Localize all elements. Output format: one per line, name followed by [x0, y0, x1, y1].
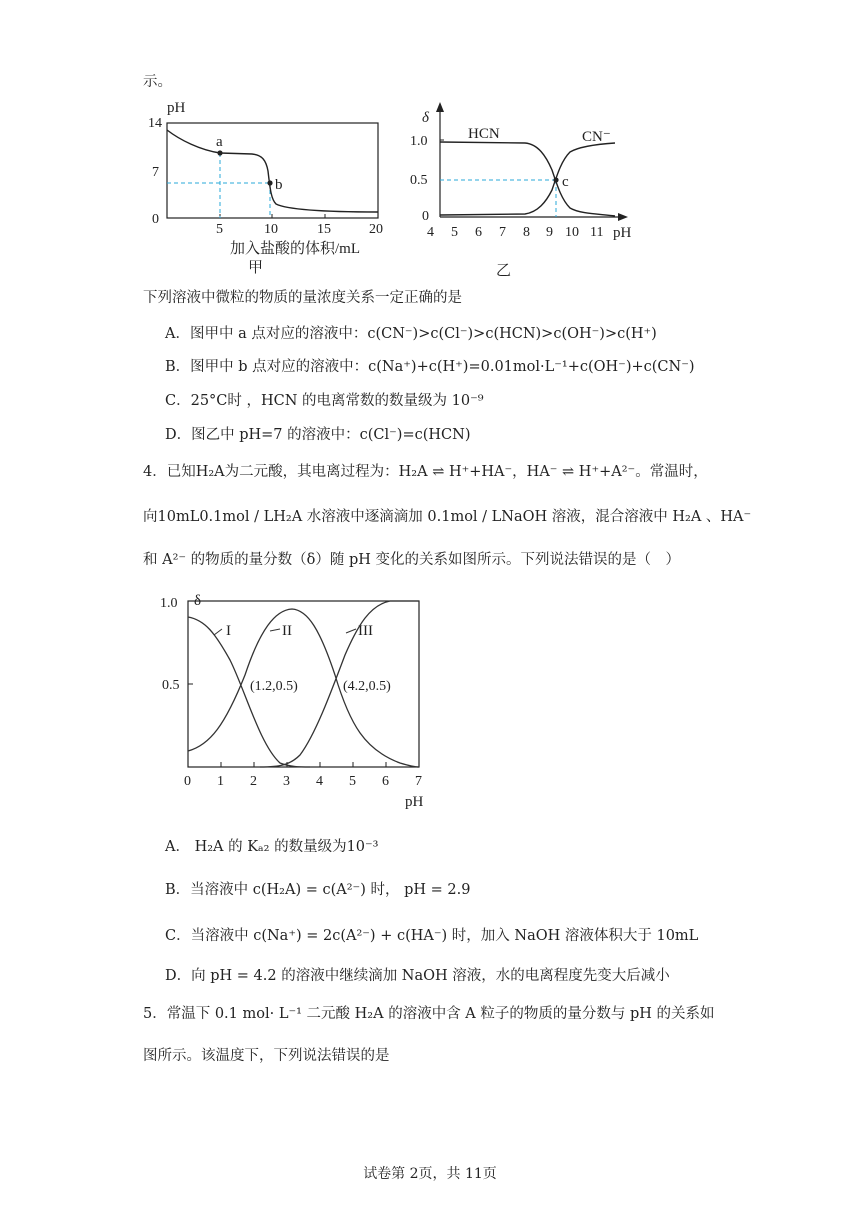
q4-ytick-05: 0.5 — [162, 678, 180, 693]
jia-label-a: a — [216, 134, 223, 150]
yi-xtick: 5 — [451, 225, 458, 240]
jia-point-b — [267, 180, 272, 185]
jia-ylabel: pH — [167, 100, 186, 116]
q4-stem-line1: 4．已知H₂A为二元酸，其电离过程为：H₂A ⇌ H⁺+HA⁻，HA⁻ ⇌ H⁺+A²⁻。常温时， — [143, 464, 708, 480]
yi-label-cn: CN⁻ — [582, 129, 611, 145]
yi-guides — [440, 180, 556, 217]
jia-point-a — [217, 150, 222, 155]
q3-option-a: A．图甲中 a 点对应的溶液中：c(CN⁻)>c(Cl⁻)>c(HCN)>c(OH⁻)>c(H⁺) — [165, 326, 657, 342]
q4-xtick: 1 — [217, 774, 224, 789]
yi-xtick: 11 — [590, 225, 604, 240]
yi-curve-cn — [440, 143, 615, 215]
yi-label-c: c — [562, 174, 569, 190]
q4-xtick: 6 — [382, 774, 389, 789]
yi-ytick-05: 0.5 — [410, 173, 428, 188]
q3-stem: 下列溶液中微粒的物质的量浓度关系一定正确的是 — [143, 290, 462, 306]
yi-xtick: 10 — [565, 225, 579, 240]
q5-stem-line1: 5．常温下 0.1 mol· L⁻¹ 二元酸 H₂A 的溶液中含 A 粒子的物质的量分数与 pH 的关系如 — [143, 1006, 715, 1022]
q4-stem-line3: 和 A²⁻ 的物质的量分数（δ）随 pH 变化的关系如图所示。下列说法错误的是（ ） — [143, 552, 681, 568]
jia-xtick-15: 15 — [317, 222, 331, 237]
q4-ylabel: δ — [194, 593, 202, 609]
q3-option-c: C．25°C时 ，HCN 的电离常数的数量级为 10⁻⁹ — [165, 393, 484, 409]
q4-xtick: 7 — [415, 774, 422, 789]
yi-ytick-1: 1.0 — [410, 134, 428, 149]
jia-ytick-7: 7 — [152, 165, 159, 180]
q4-xlabel: pH — [405, 794, 424, 810]
q4-label-II: II — [282, 623, 292, 639]
q4-xtick: 3 — [283, 774, 290, 789]
jia-xtick-20: 20 — [369, 222, 383, 237]
q4-option-a: A． H₂A 的 Kₐ₂ 的数量级为10⁻³ — [165, 839, 379, 855]
yi-ytick-0: 0 — [422, 209, 429, 224]
top-text-fragment: 示。 — [143, 74, 172, 90]
yi-xtick: 6 — [475, 225, 482, 240]
q4-option-c: C．当溶液中 c(Na⁺) = 2c(A²⁻) + c(HA⁻) 时，加入 NaOH 溶液体积大于 10mL — [165, 928, 699, 944]
yi-caption: 乙 — [496, 263, 512, 279]
q4-annotation-1: (1.2,0.5) — [250, 679, 298, 694]
jia-guides — [167, 153, 270, 218]
yi-ylabel: δ — [422, 110, 429, 126]
q4-option-b: B．当溶液中 c(H₂A) = c(A²⁻) 时， pH = 2.9 — [165, 882, 471, 898]
yi-xtick: 4 — [427, 225, 434, 240]
jia-caption: 甲 — [248, 260, 264, 276]
jia-ytick-0: 0 — [152, 212, 159, 227]
q4-annotation-2: (4.2,0.5) — [343, 679, 391, 694]
page-footer: 试卷第 2页，共 11页 — [363, 1166, 497, 1182]
q4-label-I: I — [226, 623, 231, 639]
yi-xtick: 9 — [546, 225, 553, 240]
jia-curve — [167, 130, 378, 212]
yi-curve-hcn — [440, 142, 615, 216]
q4-option-d: D．向 pH = 4.2 的溶液中继续滴加 NaOH 溶液，水的电离程度先变大后减小 — [165, 968, 670, 984]
jia-label-b: b — [275, 177, 283, 193]
chart-h2a-distribution — [150, 585, 440, 810]
chart-distribution-yi — [410, 100, 640, 285]
q4-ytick-1: 1.0 — [160, 596, 178, 611]
q3-option-d: D．图乙中 pH=7 的溶液中：c(Cl⁻)=c(HCN) — [165, 427, 471, 443]
jia-ytick-14: 14 — [148, 116, 162, 131]
chart-titration-jia — [140, 96, 400, 281]
jia-xlabel: 加入盐酸的体积/mL — [230, 241, 360, 257]
yi-point-c — [553, 177, 558, 182]
yi-xlabel: pH — [613, 225, 632, 241]
yi-label-hcn: HCN — [468, 126, 500, 142]
jia-frame — [167, 123, 378, 218]
yi-xtick: 7 — [499, 225, 506, 240]
q4-xtick: 5 — [349, 774, 356, 789]
yi-xtick: 8 — [523, 225, 530, 240]
q4-xtick: 2 — [250, 774, 257, 789]
q3-option-b: B．图甲中 b 点对应的溶液中：c(Na⁺)+c(H⁺)=0.01mol·L⁻¹+c(OH⁻)+c(CN⁻) — [165, 359, 695, 375]
jia-xtick-10: 10 — [264, 222, 278, 237]
q4-xtick: 4 — [316, 774, 323, 789]
q4-label-III: III — [358, 623, 373, 639]
q5-stem-line2: 图所示。该温度下，下列说法错误的是 — [143, 1048, 390, 1064]
q4-stem-line2: 向10mL0.1mol / LH₂A 水溶液中逐滴滴加 0.1mol / LNaOH 溶液，混合溶液中 H₂A 、HA⁻ — [143, 509, 752, 525]
q4-xtick: 0 — [184, 774, 191, 789]
jia-xtick-5: 5 — [216, 222, 223, 237]
